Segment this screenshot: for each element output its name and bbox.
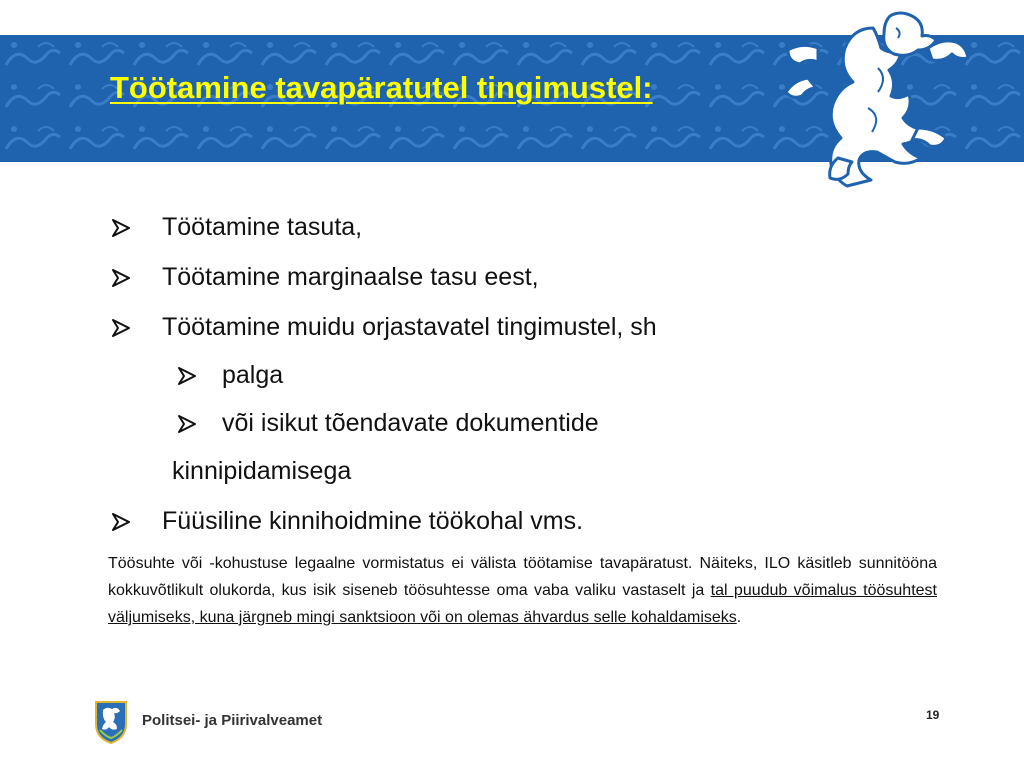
list-item: [110, 263, 539, 292]
arrow-bullet-icon: [110, 267, 132, 289]
arrow-bullet-icon: [110, 217, 132, 239]
arrow-bullet-icon: [176, 413, 198, 435]
police-border-guard-crest-icon: [94, 700, 128, 744]
bullet-continuation: kinnipidamisega: [172, 457, 352, 485]
bullet-text: Töötamine tasuta,: [162, 213, 363, 241]
bullet-text: Töötamine muidu orjastavatel tingimustel, sh: [162, 313, 657, 341]
bullet-text: Töötamine marginaalse tasu eest,: [162, 263, 539, 291]
list-item: [110, 507, 583, 536]
list-item: [110, 313, 657, 342]
paragraph-end: .: [736, 609, 742, 626]
paragraph-underlined-text: tal puudub võimalus töösuhtest väljumiseks, kuna järgneb mingi sanktsioon või on olemas ähvardus selle kohaldamiseks: [108, 582, 937, 626]
slide-title: Töötamine tavapäratutel tingimustel:: [110, 70, 653, 105]
list-item: [176, 361, 283, 390]
organization-name: Politsei- ja Piirivalveamet: [142, 712, 323, 729]
list-item: [110, 213, 362, 242]
page-number: 19: [926, 708, 940, 722]
bullet-text: Füüsiline kinnihoidmine töökohal vms.: [162, 507, 584, 535]
arrow-bullet-icon: [110, 317, 132, 339]
heraldic-lion-icon: [778, 8, 978, 198]
body-paragraph: [108, 550, 937, 631]
bullet-text: või isikut tõendavate dokumentide: [222, 409, 599, 437]
bullet-text: palga: [222, 361, 284, 389]
arrow-bullet-icon: [110, 511, 132, 533]
arrow-bullet-icon: [176, 365, 198, 387]
paragraph-text: Töösuhte või -kohustuse legaalne vormistatus ei välista töötamise tavapäratust. Näiteks, ILO käsitleb sunnitööna kokkuvõtlikult olukorda, kus isik siseneb töösuhtesse oma vaba valiku vastaselt ja: [108, 555, 937, 599]
list-item: [176, 409, 599, 438]
